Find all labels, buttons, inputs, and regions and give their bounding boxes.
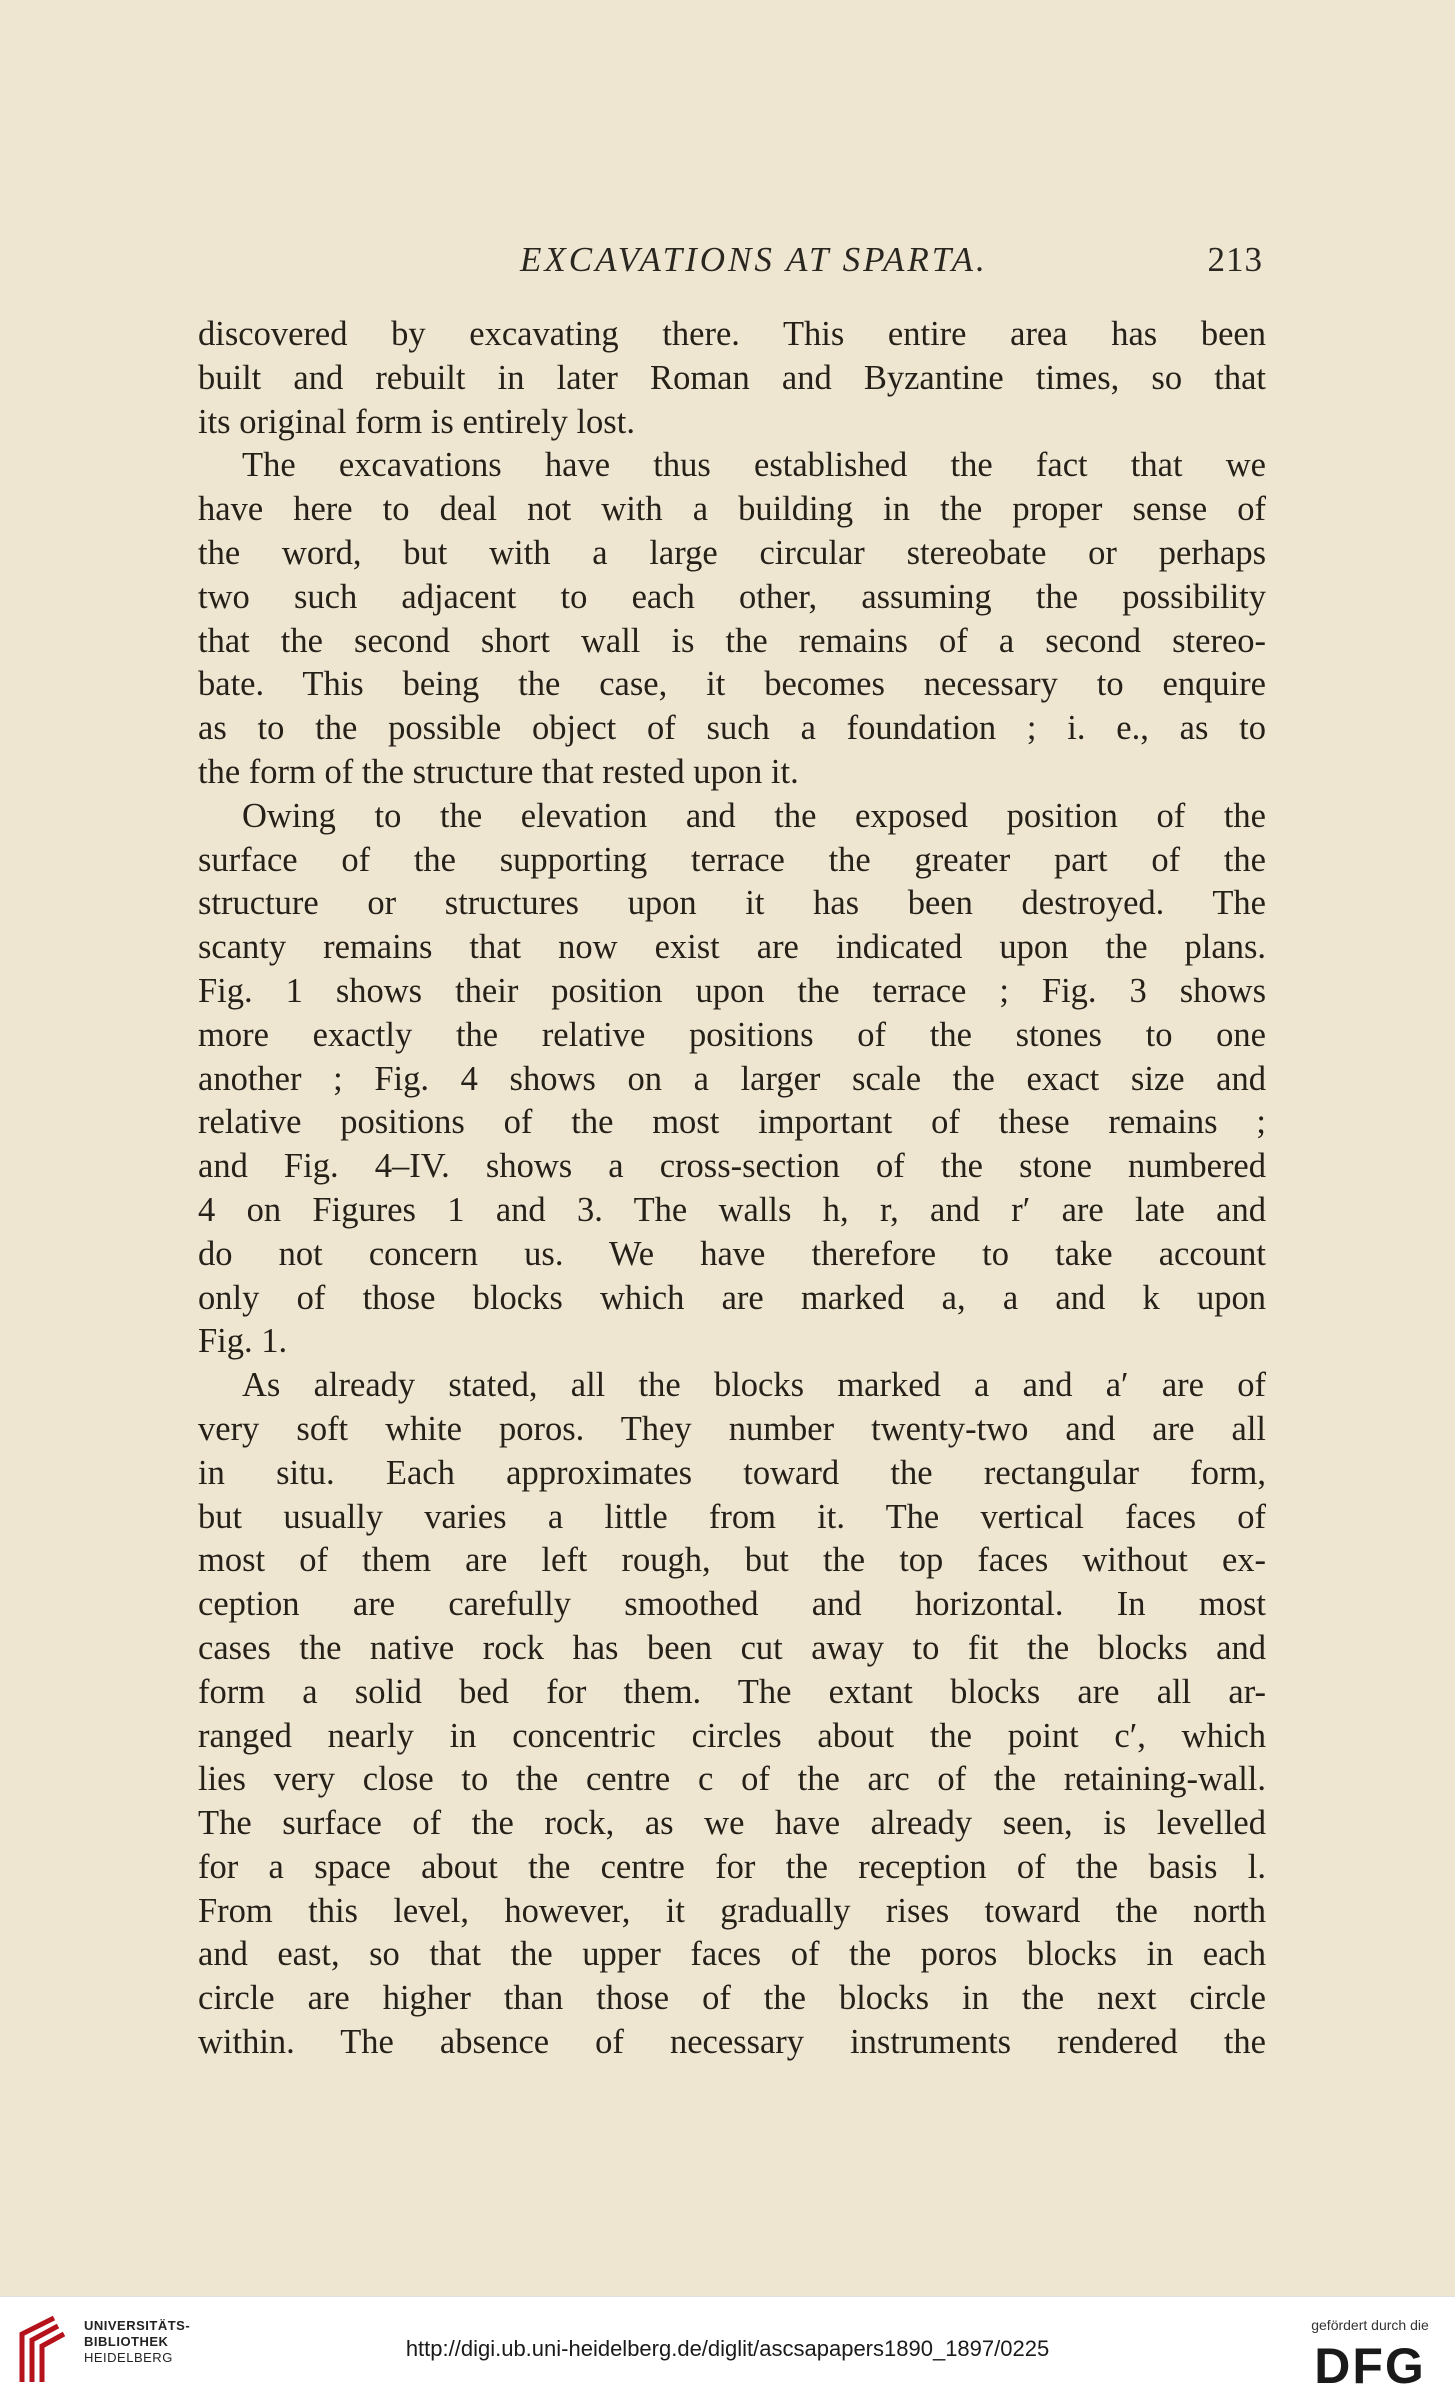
text-line: very soft white poros. They number twenty-two and are all [198, 1409, 1266, 1448]
text-line: but usually varies a little from it. The vertical faces of [198, 1497, 1266, 1536]
text-line: ception are carefully smoothed and horizontal. In most [198, 1585, 1266, 1624]
text-line: ranged nearly in concentric circles about the point c′, which [198, 1716, 1266, 1755]
text-line: and Fig. 4–IV. shows a cross-section of the stone numbered [198, 1147, 1266, 1186]
text-line: more exactly the relative positions of the stones to one [198, 1015, 1266, 1054]
running-title: EXCAVATIONS AT SPARTA. [520, 240, 988, 279]
institution-line: UNIVERSITÄTS- [84, 2318, 191, 2333]
text-line: From this level, however, it gradually rises toward the north [198, 1891, 1266, 1930]
text-line: have here to deal not with a building in the proper sense of [198, 490, 1266, 529]
text-line: another ; Fig. 4 shows on a larger scale the exact size and [198, 1059, 1266, 1098]
text-line: as to the possible object of such a foundation ; i. e., as to [198, 709, 1266, 748]
page-header [200, 240, 1263, 290]
text-line: Fig. 1. [198, 1322, 288, 1361]
funded-by-label: gefördert durch die [1311, 2317, 1429, 2333]
permalink-url[interactable]: http://digi.ub.uni-heidelberg.de/diglit/ascsapapers1890_1897/0225 [405, 2336, 1050, 2361]
text-line: cases the native rock has been cut away to fit the blocks and [198, 1628, 1266, 1667]
text-line: scanty remains that now exist are indicated upon the plans. [198, 928, 1266, 967]
text-line: for a space about the centre for the reception of the basis l. [198, 1847, 1266, 1886]
text-line: lies very close to the centre c of the arc of the retaining-wall. [198, 1760, 1266, 1799]
text-line: its original form is entirely lost. [198, 402, 635, 441]
text-line: and east, so that the upper faces of the poros blocks in each [198, 1935, 1266, 1974]
text-line: The surface of the rock, as we have already seen, is levelled [198, 1804, 1266, 1843]
dfg-logo: DFG [1314, 2338, 1426, 2394]
text-line: form a solid bed for them. The extant blocks are all ar- [198, 1672, 1266, 1711]
text-line: As already stated, all the blocks marked a and a′ are of [242, 1366, 1266, 1405]
text-line: surface of the supporting terrace the greater part of the [198, 840, 1266, 879]
text-line: bate. This being the case, it becomes necessary to enquire [198, 665, 1266, 704]
text-line: in situ. Each approximates toward the rectangular form, [198, 1453, 1266, 1492]
page-number: 213 [1207, 240, 1263, 279]
text-line: Owing to the elevation and the exposed position of the [242, 796, 1266, 835]
text-line: the form of the structure that rested upon it. [198, 752, 799, 791]
text-line: most of them are left rough, but the top faces without ex- [198, 1541, 1266, 1580]
text-line: within. The absence of necessary instruments rendered the [198, 2023, 1266, 2062]
text-line: discovered by excavating there. This entire area has been [198, 315, 1266, 353]
text-line: do not concern us. We have therefore to take account [198, 1234, 1266, 1273]
text-line: two such adjacent to each other, assuming the possibility [198, 577, 1266, 616]
text-line: the word, but with a large circular stereobate or perhaps [198, 533, 1266, 572]
text-line: structure or structures upon it has been destroyed. The [198, 884, 1266, 923]
text-line: Fig. 1 shows their position upon the terrace ; Fig. 3 shows [198, 971, 1266, 1010]
body-text [198, 313, 1266, 2065]
text-line: circle are higher than those of the blocks in the next circle [198, 1979, 1266, 2018]
institution-line: BIBLIOTHEK [84, 2334, 169, 2349]
text-line: only of those blocks which are marked a, a and k upon [198, 1278, 1266, 1317]
text-line: relative positions of the most important of these remains ; [198, 1103, 1266, 1142]
text-line: 4 on Figures 1 and 3. The walls h, r, and r′ are late and [198, 1190, 1266, 1229]
text-line: The excavations have thus established the fact that we [242, 446, 1266, 485]
text-line: built and rebuilt in later Roman and Byzantine times, so that [198, 358, 1266, 397]
text-line: that the second short wall is the remains of a second stereo- [198, 621, 1266, 660]
institution-line: HEIDELBERG [84, 2350, 173, 2365]
